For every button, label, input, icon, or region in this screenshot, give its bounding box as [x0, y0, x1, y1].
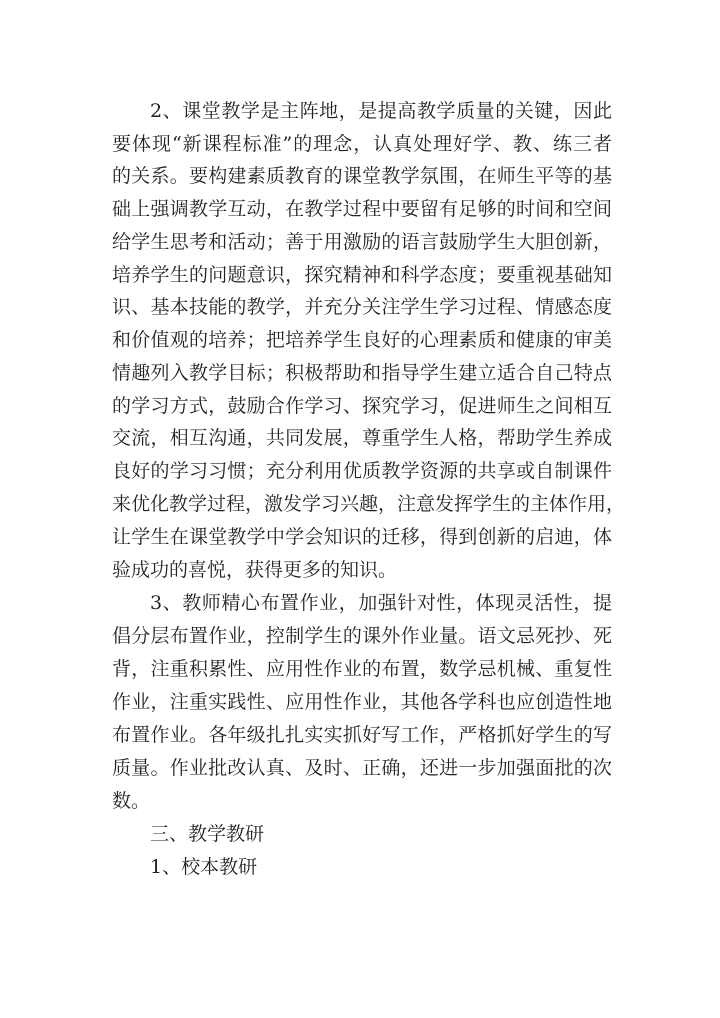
paragraph-3-line-6: 质量。作业批改认真、及时、正确，还进一步加强面批的次 [112, 757, 612, 779]
paragraph-3-line-7: 数。 [112, 790, 151, 812]
paragraph-2-line-8: 和价值观的培养；把培养学生良好的心理素质和健康的审美 [112, 329, 612, 351]
paragraph-2-line-12: 良好的学习习惯；充分利用优质教学资源的共享或自制课件 [112, 460, 612, 482]
paragraph-2-line-10: 的学习方式，鼓励合作学习、探究学习，促进师生之间相互 [112, 395, 612, 417]
paragraph-2-line-15: 验成功的喜悦，获得更多的知识。 [112, 559, 398, 581]
paragraph-2-line-13: 来优化教学过程，激发学习兴趣，注意发挥学生的主体作用， [112, 493, 626, 515]
subsection-heading: 1、校本教研 [150, 856, 258, 878]
paragraph-2-line-9: 情趣列入教学目标；积极帮助和指导学生建立适合自己特点 [112, 362, 612, 384]
paragraph-2-line-5: 给学生思考和活动；善于用激励的语言鼓励学生大胆创新， [112, 231, 612, 253]
paragraph-3-line-1: 3、教师精心布置作业，加强针对性，体现灵活性，提 [150, 592, 612, 614]
paragraph-2-line-7: 识、基本技能的教学，并充分关注学生学习过程、情感态度 [112, 296, 612, 318]
paragraph-3-line-3: 背，注重积累性、应用性作业的布置，数学忌机械、重复性 [112, 658, 612, 680]
paragraph-2-line-14: 让学生在课堂教学中学会知识的迁移，得到创新的启迪，体 [112, 526, 612, 548]
paragraph-2-line-4: 础上强调教学互动，在教学过程中要留有足够的时间和空间 [112, 198, 612, 220]
paragraph-3-line-2: 倡分层布置作业，控制学生的课外作业量。语文忌死抄、死 [112, 625, 612, 647]
paragraph-2-line-3: 的关系。要构建素质教育的课堂教学氛围，在师生平等的基 [112, 165, 612, 187]
paragraph-3-line-4: 作业，注重实践性、应用性作业，其他各学科也应创造性地 [112, 691, 612, 713]
paragraph-2-line-2: 要体现“新课程标准”的理念，认真处理好学、教、练三者 [112, 133, 612, 155]
paragraph-3-line-5: 布置作业。各年级扎扎实实抓好写工作，严格抓好学生的写 [112, 724, 612, 746]
section-heading: 三、教学教研 [150, 823, 265, 845]
paragraph-2-line-6: 培养学生的问题意识，探究精神和科学态度；要重视基础知 [112, 264, 612, 286]
paragraph-2-line-11: 交流，相互沟通，共同发展，尊重学生人格，帮助学生养成 [112, 427, 612, 449]
paragraph-2-line-1: 2、课堂教学是主阵地，是提高教学质量的关键，因此 [150, 100, 612, 122]
